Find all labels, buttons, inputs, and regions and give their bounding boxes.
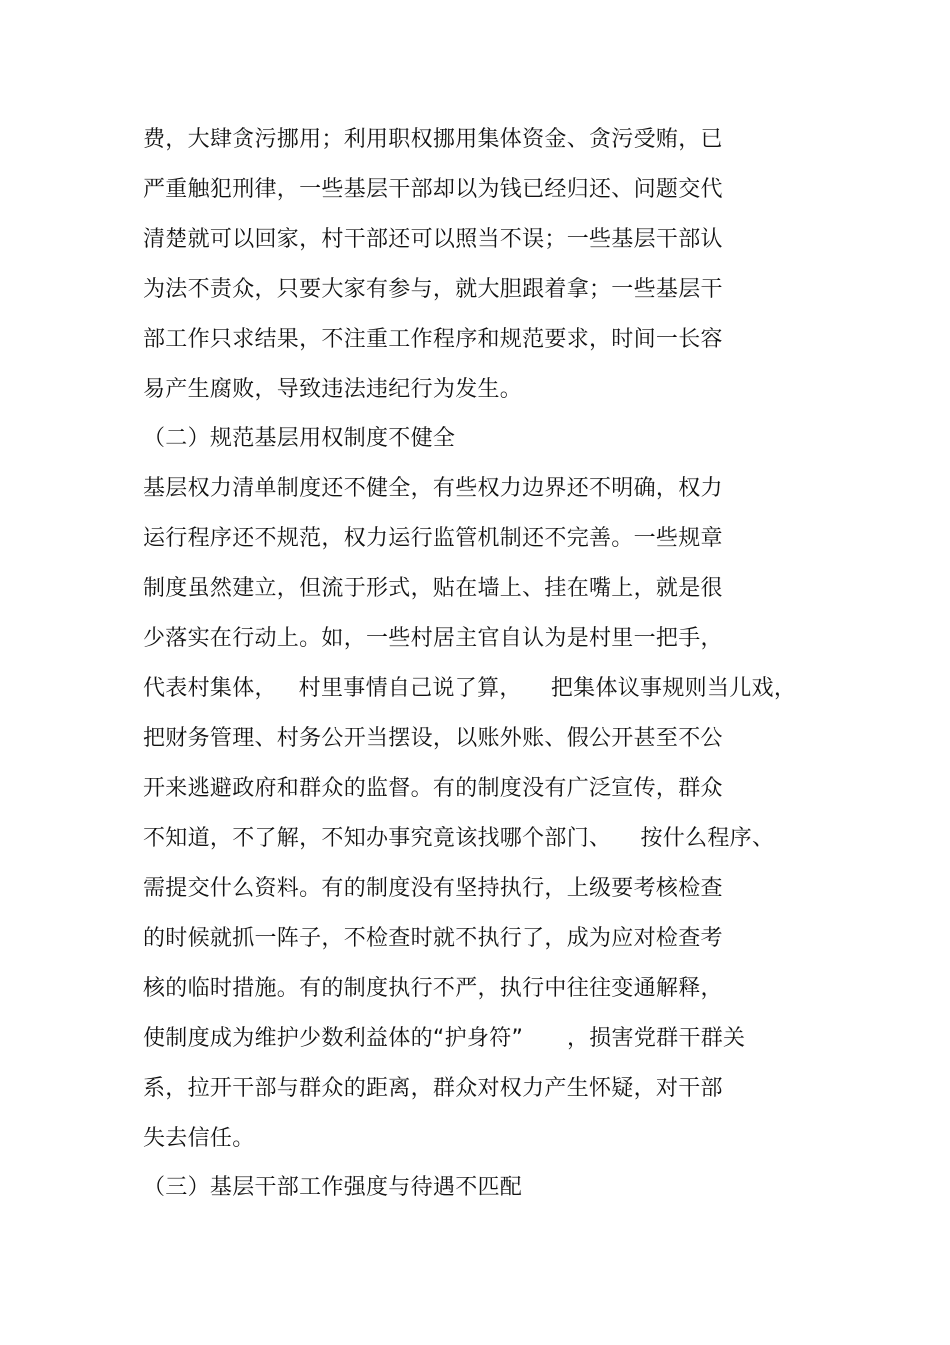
paragraph-line: 少落实在行动上。如，一些村居主官自认为是村里一把手， (143, 626, 723, 651)
paragraph-line: 运行程序还不规范，权力运行监管机制还不完善。一些规章 (143, 526, 723, 551)
paragraph-line: 不知道，不了解，不知办事究竟该找哪个部门、 按什么程序、 (143, 826, 775, 851)
paragraph-line: 严重触犯刑律，一些基层干部却以为钱已经归还、问题交代 (143, 177, 723, 202)
paragraph-line: 代表村集体， 村里事情自己说了算， 把集体议事规则当儿戏， (143, 676, 797, 701)
paragraph-line: 为法不责众，只要大家有参与，就大胆跟着拿；一些基层干 (143, 277, 723, 302)
section-heading: （三）基层干部工作强度与待遇不匹配 (143, 1175, 523, 1200)
paragraph-line: 费，大肆贪污挪用；利用职权挪用集体资金、贪污受贿，已 (143, 127, 723, 152)
paragraph-line: 清楚就可以回家，村干部还可以照当不误；一些基层干部认 (143, 227, 723, 252)
section-heading: （二）规范基层用权制度不健全 (143, 426, 456, 451)
paragraph-line: 部工作只求结果，不注重工作程序和规范要求，时间一长容 (143, 327, 723, 352)
paragraph-line: 使制度成为维护少数利益体的“护身符” ，损害党群干群关 (143, 1026, 746, 1051)
paragraph-line: 把财务管理、村务公开当摆设，以账外账、假公开甚至不公 (143, 726, 723, 751)
paragraph-line: 失去信任。 (143, 1126, 255, 1151)
paragraph-line: 系，拉开干部与群众的距离，群众对权力产生怀疑，对干部 (143, 1076, 723, 1101)
paragraph-line: 开来逃避政府和群众的监督。有的制度没有广泛宣传，群众 (143, 776, 723, 801)
paragraph-line: 核的临时措施。有的制度执行不严，执行中往往变通解释， (143, 976, 723, 1001)
paragraph-line: 制度虽然建立，但流于形式，贴在墙上、挂在嘴上，就是很 (143, 576, 723, 601)
paragraph-line: 的时候就抓一阵子，不检查时就不执行了，成为应对检查考 (143, 926, 723, 951)
paragraph-line: 基层权力清单制度还不健全，有些权力边界还不明确，权力 (143, 476, 723, 501)
paragraph-line: 易产生腐败，导致违法违纪行为发生。 (143, 377, 523, 402)
paragraph-line: 需提交什么资料。有的制度没有坚持执行，上级要考核检查 (143, 876, 723, 901)
